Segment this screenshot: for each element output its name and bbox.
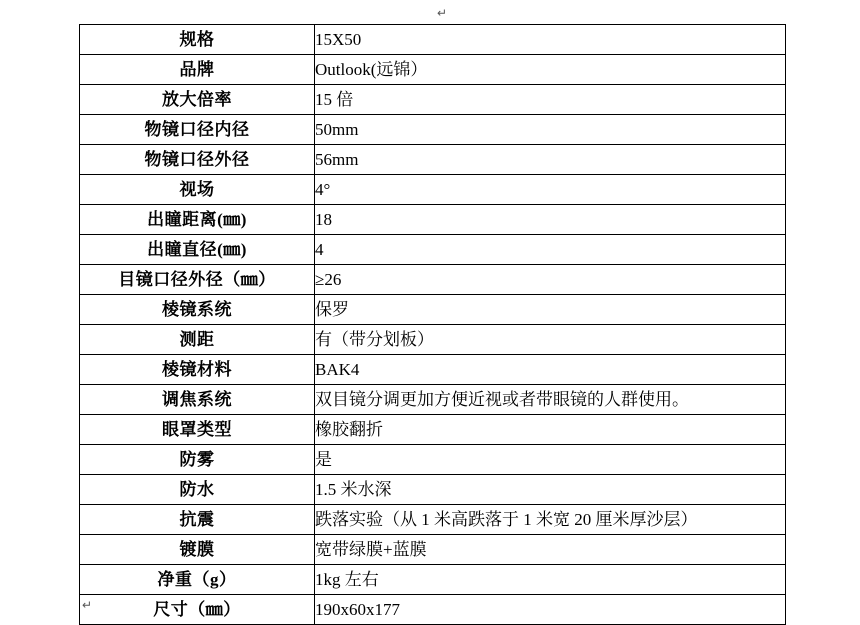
row-value: Outlook(远锦）: [315, 55, 786, 85]
row-label: 眼罩类型: [80, 415, 315, 445]
row-value: 是: [315, 445, 786, 475]
row-label: 规格: [80, 25, 315, 55]
row-label: 抗震: [80, 505, 315, 535]
row-value: 190x60x177: [315, 595, 786, 625]
row-value: 56mm: [315, 145, 786, 175]
row-label: 尺寸（㎜）: [80, 595, 315, 625]
table-row: [80, 295, 786, 325]
row-value: 橡胶翻折: [315, 415, 786, 445]
row-value: 15 倍: [315, 85, 786, 115]
table-row: [80, 265, 786, 295]
row-value: 宽带绿膜+蓝膜: [315, 535, 786, 565]
row-label: 物镜口径内径: [80, 115, 315, 145]
row-label: 物镜口径外径: [80, 145, 315, 175]
table-row: [80, 385, 786, 415]
row-value: BAK4: [315, 355, 786, 385]
row-label: 放大倍率: [80, 85, 315, 115]
table-row: [80, 565, 786, 595]
row-label: 目镜口径外径（㎜）: [80, 265, 315, 295]
table-row: [80, 445, 786, 475]
table-row: [80, 475, 786, 505]
table-row: [80, 415, 786, 445]
table-row: [80, 85, 786, 115]
row-value: 1.5 米水深: [315, 475, 786, 505]
top-paragraph-mark: ↵: [437, 6, 448, 20]
row-label: 品牌: [80, 55, 315, 85]
table-row: [80, 325, 786, 355]
row-value: 跌落实验（从 1 米高跌落于 1 米宽 20 厘米厚沙层）: [315, 505, 786, 535]
table-row: [80, 595, 786, 625]
row-value: 4°: [315, 175, 786, 205]
row-label: 镀膜: [80, 535, 315, 565]
bottom-paragraph-mark: ↵: [82, 598, 93, 612]
row-label: 测距: [80, 325, 315, 355]
specification-table: [79, 24, 786, 625]
row-value: 15X50: [315, 25, 786, 55]
row-value: ≥26: [315, 265, 786, 295]
row-label: 调焦系统: [80, 385, 315, 415]
row-label: 视场: [80, 175, 315, 205]
table-row: [80, 25, 786, 55]
row-label: 防水: [80, 475, 315, 505]
table-row: [80, 235, 786, 265]
row-value: 4: [315, 235, 786, 265]
row-value: 保罗: [315, 295, 786, 325]
table-row: [80, 535, 786, 565]
table-row: [80, 55, 786, 85]
table-row: [80, 115, 786, 145]
table-row: [80, 175, 786, 205]
row-label: 净重（g）: [80, 565, 315, 595]
row-value: 18: [315, 205, 786, 235]
table-row: [80, 205, 786, 235]
row-label: 出瞳直径(㎜): [80, 235, 315, 265]
row-value: 有（带分划板）: [315, 325, 786, 355]
row-label: 出瞳距离(㎜): [80, 205, 315, 235]
row-label: 棱镜系统: [80, 295, 315, 325]
row-value: 双目镜分调更加方便近视或者带眼镜的人群使用。: [315, 385, 786, 415]
table-row: [80, 355, 786, 385]
table-body: [80, 25, 786, 625]
table-row: [80, 145, 786, 175]
row-value: 50mm: [315, 115, 786, 145]
row-label: 防雾: [80, 445, 315, 475]
row-value: 1kg 左右: [315, 565, 786, 595]
row-label: 棱镜材料: [80, 355, 315, 385]
table-row: [80, 505, 786, 535]
